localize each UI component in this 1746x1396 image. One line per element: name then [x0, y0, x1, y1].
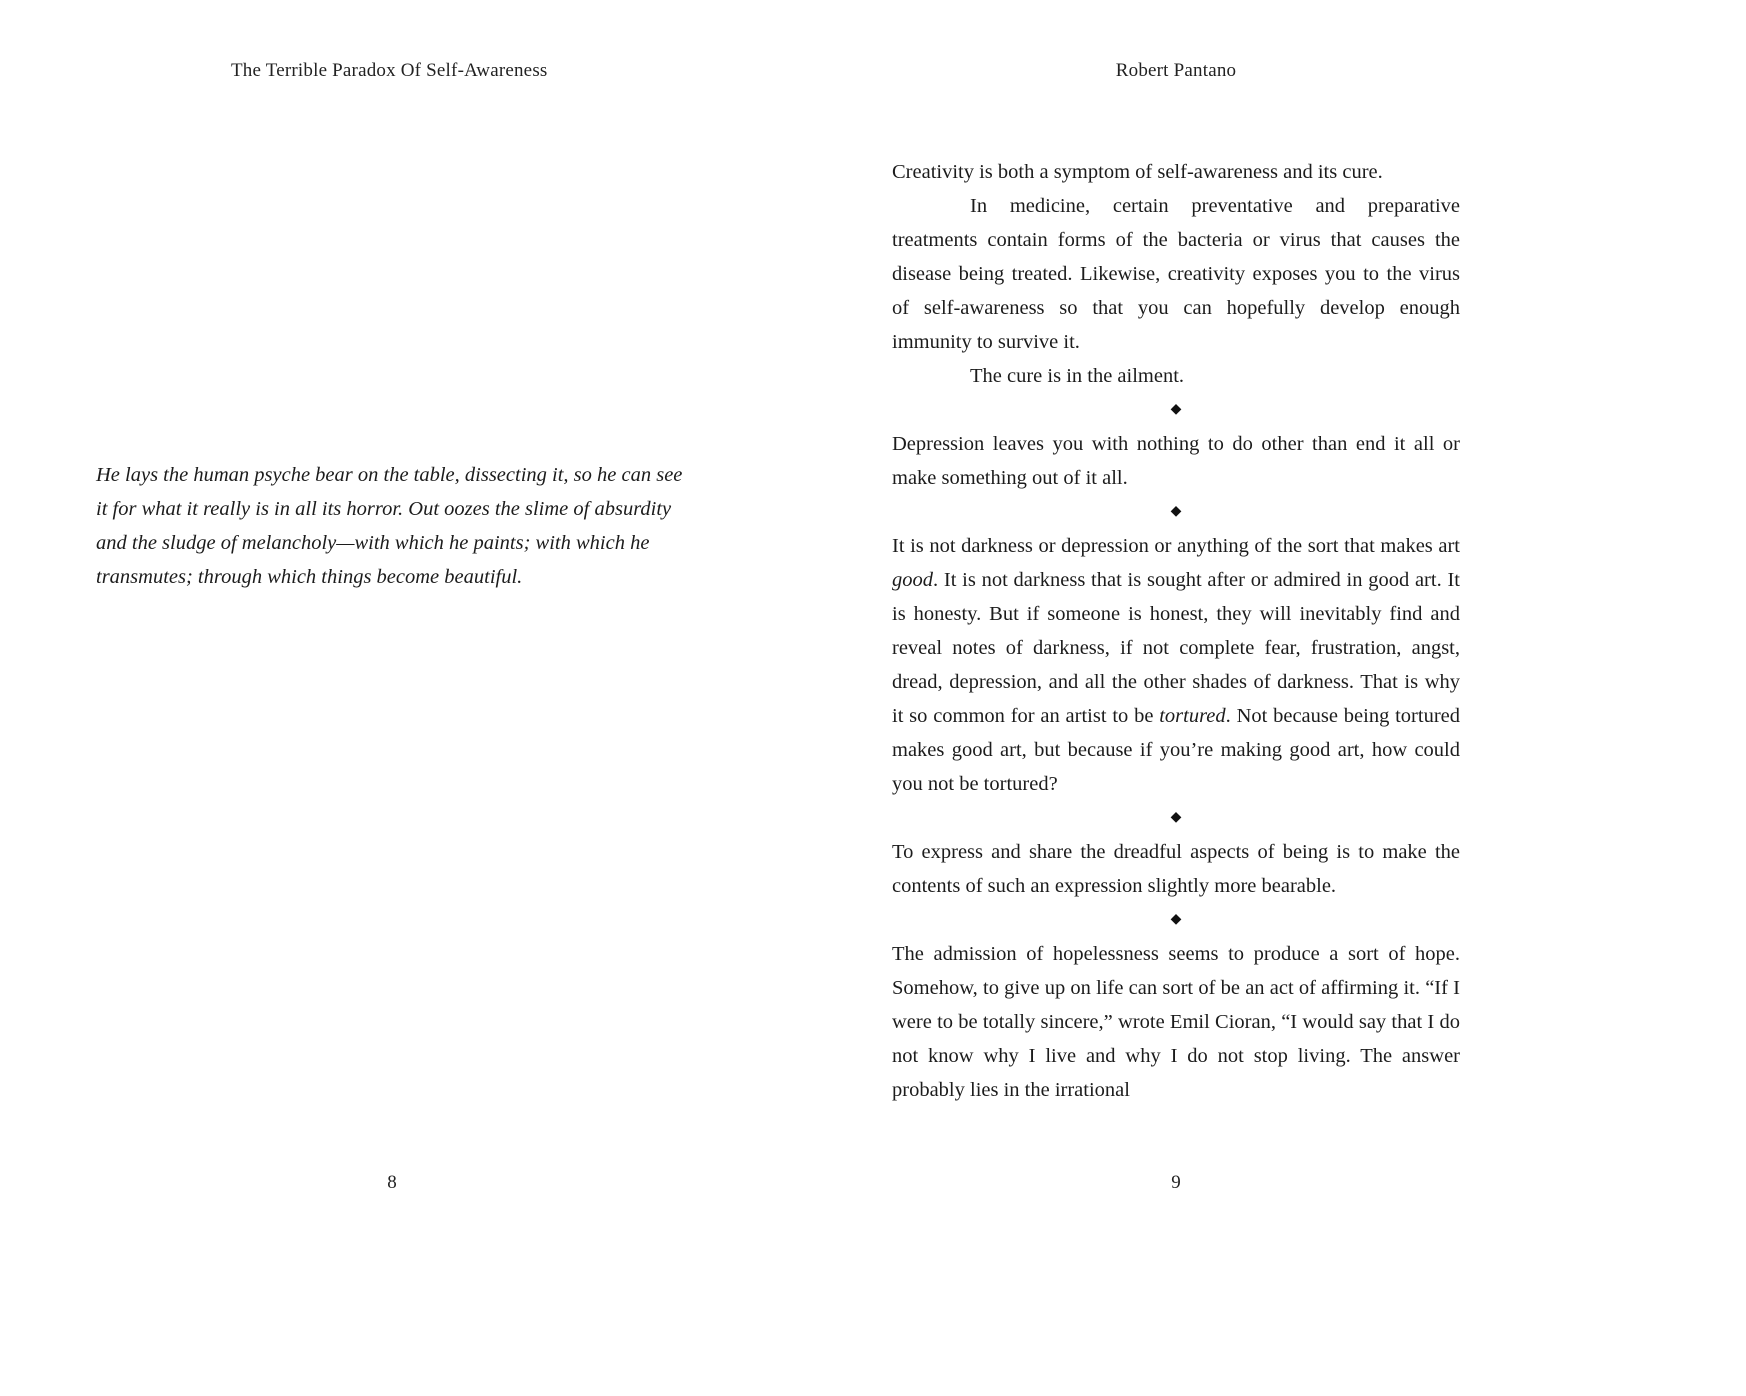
text-segment: . It is not darkness that is sought after or admired in good art. It is honesty. But if someone is honest, they will inevitably find and reveal notes of darkness, if not complete fear, frustration, angst, dread, depression, and all the other shades of darkness. That is why it so common for an artist to be — [892, 569, 1460, 727]
left-page-number: 8 — [387, 1172, 397, 1193]
text-segment: . Not because being tortured makes good art, but because if you’re making good art, how could you not be tortured? — [892, 705, 1460, 795]
text-segment: In medicine, certain preventative and preparative treatments contain forms of the bacteria or virus that causes the disease being treated. Likewise, creativity exposes you to the virus of self-awareness so that you can hopefully develop enough immunity to survive it. — [892, 195, 1460, 353]
body-paragraph — [892, 155, 1460, 189]
text-segment: The admission of hopelessness seems to produce a sort of hope. Somehow, to give up on life can sort of be an act of affirming it. “If I were to be totally sincere,” wrote Emil Cioran, “I would say that I do not know why I live and why I do not stop living. The answer probably lies in the irrational — [892, 943, 1460, 1101]
italic-text-segment: tortured — [1159, 705, 1226, 727]
text-segment: Depression leaves you with nothing to do other than end it all or make something out of it all. — [892, 433, 1460, 489]
diamond-ornament-icon: ◆ — [1170, 810, 1182, 825]
body-text — [892, 155, 1460, 1107]
right-running-header: Robert Pantano — [1115, 60, 1237, 81]
text-segment: To express and share the dreadful aspects of being is to make the contents of such an expression slightly more bearable. — [892, 841, 1460, 897]
diamond-ornament-icon: ◆ — [1170, 402, 1182, 417]
right-page-number: 9 — [1171, 1172, 1181, 1193]
body-paragraph — [892, 427, 1460, 495]
body-paragraph — [892, 937, 1460, 1107]
epigraph-quote: He lays the human psyche bear on the table, dissecting it, so he can see it for what it really is in all its horror. Out oozes the slime of absurdity and the sludge of melancholy—with which he paints; with which he transmutes; through which things become beautiful. — [96, 464, 683, 588]
diamond-ornament-icon: ◆ — [1170, 912, 1182, 927]
left-running-header: The Terrible Paradox Of Self-Awareness — [231, 60, 548, 81]
body-paragraph — [892, 359, 1460, 393]
text-segment: Creativity is both a symptom of self-awareness and its cure. — [892, 161, 1383, 183]
diamond-ornament-icon: ◆ — [1170, 504, 1182, 519]
body-paragraph — [892, 189, 1460, 359]
body-paragraph — [892, 835, 1460, 903]
text-segment: The cure is in the ailment. — [970, 365, 1185, 387]
body-paragraph — [892, 529, 1460, 801]
italic-text-segment: good — [892, 569, 933, 591]
text-segment: It is not darkness or depression or anything of the sort that makes art — [892, 535, 1460, 557]
